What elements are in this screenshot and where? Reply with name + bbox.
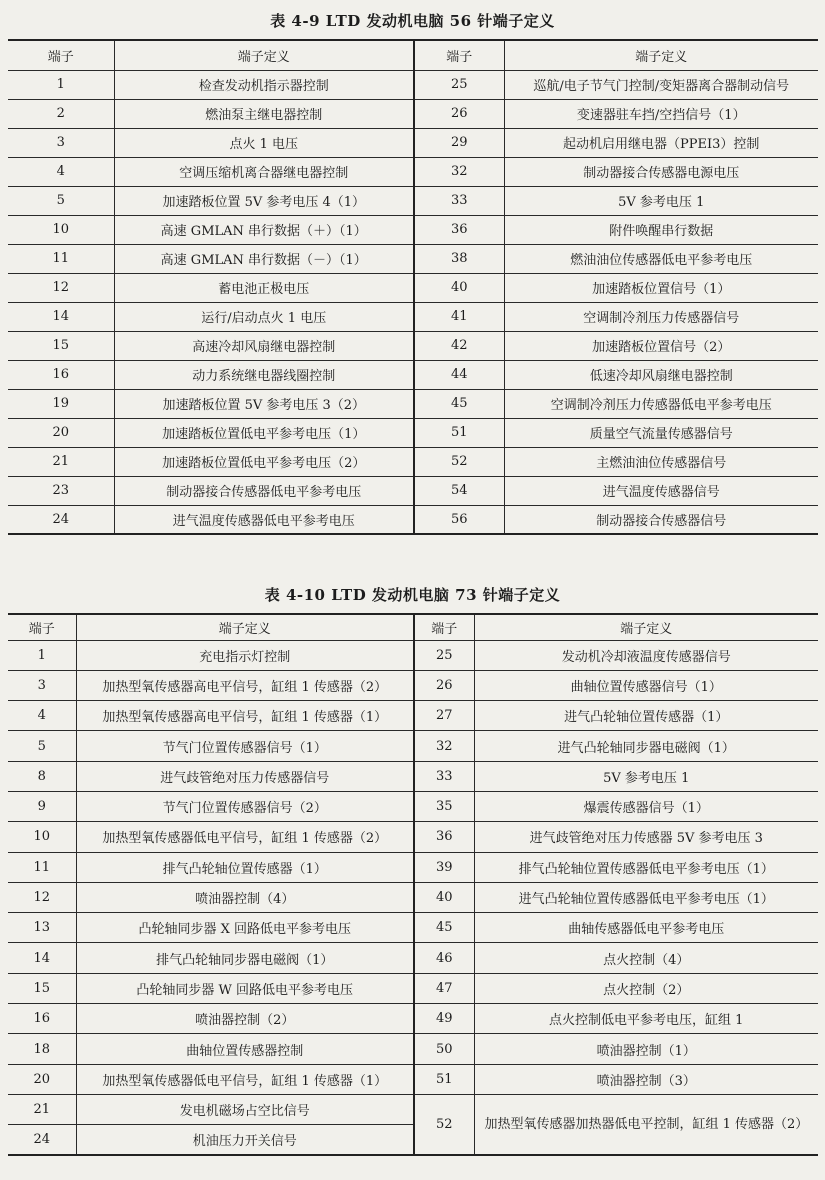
header-definition: 端子定义: [76, 614, 414, 640]
terminal-number: 50: [414, 1034, 474, 1064]
terminal-number: 51: [414, 1064, 474, 1094]
terminal-number: 16: [8, 1004, 76, 1034]
terminal-definition: 节气门位置传感器信号（2）: [76, 791, 414, 821]
terminal-definition: 喷油器控制（4）: [76, 882, 414, 912]
terminal-definition: 质量空气流量传感器信号: [504, 418, 818, 447]
terminal-definition: 加速踏板位置 5V 参考电压 3（2）: [114, 389, 414, 418]
table-row: [8, 1094, 818, 1124]
terminal-definition: 爆震传感器信号（1）: [474, 791, 818, 821]
terminal-definition: 机油压力开关信号: [76, 1125, 414, 1155]
terminal-number: 35: [414, 791, 474, 821]
terminal-definition: 发动机冷却液温度传感器信号: [474, 640, 818, 670]
terminal-definition: 制动器接合传感器低电平参考电压: [114, 476, 414, 505]
terminal-definition: 起动机启用继电器（PPEI3）控制: [504, 128, 818, 157]
terminal-number: 27: [414, 701, 474, 731]
terminal-definition: 加热型氧传感器加热器低电平控制，缸组 1 传感器（2）: [474, 1094, 818, 1155]
terminal-definition: 点火控制低电平参考电压，缸组 1: [474, 1004, 818, 1034]
terminal-number: 24: [8, 505, 114, 534]
table-row: [8, 273, 818, 302]
table-row: [8, 505, 818, 534]
terminal-definition: 高速 GMLAN 串行数据（＋）（1）: [114, 215, 414, 244]
table-row: [8, 731, 818, 761]
terminal-definition: 燃油油位传感器低电平参考电压: [504, 244, 818, 273]
terminal-number: 9: [8, 791, 76, 821]
table-4-10: [8, 613, 818, 1156]
terminal-definition: 动力系统继电器线圈控制: [114, 360, 414, 389]
table-4-10-caption: 表 4-10 LTD 发动机电脑 73 针端子定义: [264, 586, 561, 604]
terminal-definition: 附件唤醒串行数据: [504, 215, 818, 244]
terminal-number: 26: [414, 670, 474, 700]
table-row: [8, 791, 818, 821]
terminal-number: 5: [8, 186, 114, 215]
terminal-number: 19: [8, 389, 114, 418]
terminal-number: 42: [414, 331, 504, 360]
terminal-number: 4: [8, 701, 76, 731]
table-row: [8, 822, 818, 852]
terminal-definition: 喷油器控制（2）: [76, 1004, 414, 1034]
terminal-definition: 凸轮轴同步器 W 回路低电平参考电压: [76, 973, 414, 1003]
terminal-definition: 加速踏板位置低电平参考电压（1）: [114, 418, 414, 447]
terminal-number: 23: [8, 476, 114, 505]
header-definition: 端子定义: [114, 40, 414, 70]
table-row: [8, 215, 818, 244]
terminal-number: 12: [8, 882, 76, 912]
terminal-definition: 高速冷却风扇继电器控制: [114, 331, 414, 360]
terminal-number: 33: [414, 186, 504, 215]
terminal-definition: 制动器接合传感器信号: [504, 505, 818, 534]
terminal-number: 51: [414, 418, 504, 447]
terminal-definition: 5V 参考电压 1: [474, 761, 818, 791]
terminal-definition: 点火 1 电压: [114, 128, 414, 157]
table-row: [8, 852, 818, 882]
terminal-definition: 主燃油油位传感器信号: [504, 447, 818, 476]
terminal-number: 24: [8, 1125, 76, 1155]
terminal-number: 36: [414, 822, 474, 852]
terminal-number: 14: [8, 943, 76, 973]
terminal-definition: 喷油器控制（1）: [474, 1034, 818, 1064]
terminal-definition: 充电指示灯控制: [76, 640, 414, 670]
terminal-number: 5: [8, 731, 76, 761]
terminal-number: 49: [414, 1004, 474, 1034]
terminal-number: 8: [8, 761, 76, 791]
table-row: [8, 1064, 818, 1094]
terminal-number: 36: [414, 215, 504, 244]
table-row: [8, 302, 818, 331]
table-row: [8, 882, 818, 912]
terminal-number: 32: [414, 157, 504, 186]
terminal-number: 41: [414, 302, 504, 331]
terminal-definition: 排气凸轮轴位置传感器低电平参考电压（1）: [474, 852, 818, 882]
terminal-number: 4: [8, 157, 114, 186]
terminal-number: 21: [8, 1094, 76, 1124]
terminal-number: 3: [8, 128, 114, 157]
terminal-number: 46: [414, 943, 474, 973]
table-row: [8, 943, 818, 973]
terminal-definition: 5V 参考电压 1: [504, 186, 818, 215]
terminal-definition: 燃油泵主继电器控制: [114, 99, 414, 128]
terminal-number: 29: [414, 128, 504, 157]
table-row: [8, 761, 818, 791]
table-row: [8, 701, 818, 731]
terminal-definition: 空调压缩机离合器继电器控制: [114, 157, 414, 186]
terminal-number: 2: [8, 99, 114, 128]
terminal-definition: 曲轴位置传感器控制: [76, 1034, 414, 1064]
terminal-definition: 加热型氧传感器低电平信号，缸组 1 传感器（2）: [76, 822, 414, 852]
terminal-number: 10: [8, 215, 114, 244]
terminal-definition: 空调制冷剂压力传感器信号: [504, 302, 818, 331]
terminal-number: 13: [8, 913, 76, 943]
terminal-number: 11: [8, 244, 114, 273]
table-row: [8, 973, 818, 1003]
terminal-number: 10: [8, 822, 76, 852]
table-row: [8, 418, 818, 447]
terminal-definition: 曲轴传感器低电平参考电压: [474, 913, 818, 943]
terminal-definition: 变速器驻车挡/空挡信号（1）: [504, 99, 818, 128]
table-row: [8, 128, 818, 157]
table-row: [8, 389, 818, 418]
terminal-definition: 进气凸轮轴同步器电磁阀（1）: [474, 731, 818, 761]
terminal-definition: 蓄电池正极电压: [114, 273, 414, 302]
header-definition: 端子定义: [504, 40, 818, 70]
terminal-number: 44: [414, 360, 504, 389]
terminal-number: 26: [414, 99, 504, 128]
terminal-number: 12: [8, 273, 114, 302]
terminal-definition: 点火控制（4）: [474, 943, 818, 973]
terminal-definition: 进气凸轮轴位置传感器（1）: [474, 701, 818, 731]
header-terminal: 端子: [8, 40, 114, 70]
terminal-number: 56: [414, 505, 504, 534]
table-row: [8, 913, 818, 943]
terminal-definition: 凸轮轴同步器 X 回路低电平参考电压: [76, 913, 414, 943]
table-header-row: [8, 614, 818, 640]
table-row: [8, 476, 818, 505]
table-row: [8, 244, 818, 273]
table-row: [8, 640, 818, 670]
terminal-definition: 排气凸轮轴位置传感器（1）: [76, 852, 414, 882]
table-header-row: [8, 40, 818, 70]
terminal-number: 45: [414, 389, 504, 418]
terminal-number: 25: [414, 640, 474, 670]
terminal-number: 38: [414, 244, 504, 273]
terminal-definition: 巡航/电子节气门控制/变矩器离合器制动信号: [504, 70, 818, 99]
header-definition: 端子定义: [474, 614, 818, 640]
terminal-number: 3: [8, 670, 76, 700]
terminal-definition: 加速踏板位置 5V 参考电压 4（1）: [114, 186, 414, 215]
terminal-definition: 运行/启动点火 1 电压: [114, 302, 414, 331]
terminal-number: 39: [414, 852, 474, 882]
terminal-number: 15: [8, 331, 114, 360]
terminal-number: 18: [8, 1034, 76, 1064]
terminal-number: 45: [414, 913, 474, 943]
terminal-definition: 加热型氧传感器低电平信号，缸组 1 传感器（1）: [76, 1064, 414, 1094]
terminal-number: 47: [414, 973, 474, 1003]
terminal-definition: 进气歧管绝对压力传感器 5V 参考电压 3: [474, 822, 818, 852]
terminal-number: 25: [414, 70, 504, 99]
terminal-definition: 进气温度传感器信号: [504, 476, 818, 505]
terminal-number: 33: [414, 761, 474, 791]
table-row: [8, 70, 818, 99]
table-row: [8, 670, 818, 700]
terminal-definition: 进气温度传感器低电平参考电压: [114, 505, 414, 534]
terminal-definition: 节气门位置传感器信号（1）: [76, 731, 414, 761]
terminal-number: 11: [8, 852, 76, 882]
terminal-number: 1: [8, 70, 114, 99]
terminal-definition: 加热型氧传感器高电平信号，缸组 1 传感器（1）: [76, 701, 414, 731]
terminal-definition: 加热型氧传感器高电平信号，缸组 1 传感器（2）: [76, 670, 414, 700]
terminal-number: 52: [414, 1094, 474, 1155]
table-row: [8, 331, 818, 360]
terminal-number: 20: [8, 1064, 76, 1094]
terminal-definition: 低速冷却风扇继电器控制: [504, 360, 818, 389]
table-4-9-caption: 表 4-9 LTD 发动机电脑 56 针端子定义: [270, 12, 555, 30]
terminal-definition: 曲轴位置传感器信号（1）: [474, 670, 818, 700]
terminal-definition: 点火控制（2）: [474, 973, 818, 1003]
terminal-definition: 加速踏板位置信号（1）: [504, 273, 818, 302]
terminal-number: 21: [8, 447, 114, 476]
terminal-definition: 加速踏板位置低电平参考电压（2）: [114, 447, 414, 476]
terminal-definition: 进气凸轮轴位置传感器低电平参考电压（1）: [474, 882, 818, 912]
table-row: [8, 360, 818, 389]
terminal-number: 20: [8, 418, 114, 447]
terminal-number: 40: [414, 273, 504, 302]
terminal-number: 54: [414, 476, 504, 505]
table-row: [8, 186, 818, 215]
terminal-number: 16: [8, 360, 114, 389]
terminal-definition: 排气凸轮轴同步器电磁阀（1）: [76, 943, 414, 973]
terminal-definition: 制动器接合传感器电源电压: [504, 157, 818, 186]
table-row: [8, 447, 818, 476]
table-row: [8, 1034, 818, 1064]
terminal-definition: 喷油器控制（3）: [474, 1064, 818, 1094]
terminal-definition: 加速踏板位置信号（2）: [504, 331, 818, 360]
terminal-number: 15: [8, 973, 76, 1003]
terminal-number: 40: [414, 882, 474, 912]
header-terminal: 端子: [8, 614, 76, 640]
table-row: [8, 1004, 818, 1034]
header-terminal: 端子: [414, 40, 504, 70]
table-4-9: [8, 39, 818, 535]
terminal-number: 52: [414, 447, 504, 476]
terminal-number: 1: [8, 640, 76, 670]
terminal-number: 14: [8, 302, 114, 331]
terminal-definition: 检查发动机指示器控制: [114, 70, 414, 99]
table-row: [8, 157, 818, 186]
terminal-definition: 高速 GMLAN 串行数据（－）（1）: [114, 244, 414, 273]
terminal-number: 32: [414, 731, 474, 761]
terminal-definition: 进气歧管绝对压力传感器信号: [76, 761, 414, 791]
table-row: [8, 99, 818, 128]
terminal-definition: 空调制冷剂压力传感器低电平参考电压: [504, 389, 818, 418]
header-terminal: 端子: [414, 614, 474, 640]
terminal-definition: 发电机磁场占空比信号: [76, 1094, 414, 1124]
